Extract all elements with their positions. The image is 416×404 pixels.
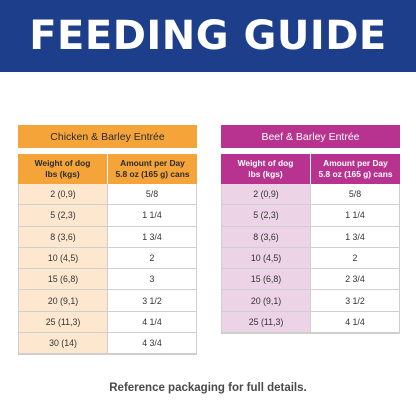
table-row xyxy=(222,205,399,226)
amount-cell: 2 3/4 xyxy=(311,269,399,290)
beef-feeding-table xyxy=(221,125,400,334)
amount-column-header xyxy=(310,154,400,184)
page-title: FEEDING GUIDE xyxy=(29,13,387,59)
table-row xyxy=(222,312,399,333)
amount-cell: 2 xyxy=(108,248,196,269)
table-body xyxy=(18,184,197,355)
table-row xyxy=(19,205,196,226)
amount-cell: 3 1/2 xyxy=(108,290,196,311)
amount-cell: 2 xyxy=(311,248,399,269)
table-row xyxy=(222,184,399,205)
table-row xyxy=(222,248,399,269)
table-title: Beef & Barley Entrée xyxy=(221,125,400,148)
amount-cell: 4 1/4 xyxy=(108,312,196,333)
table-body xyxy=(221,184,400,334)
weight-cell: 15 (6,8) xyxy=(19,269,108,290)
table-row xyxy=(19,248,196,269)
table-header xyxy=(18,154,197,184)
weight-column-header-text: Weight of dog lbs (kgs) xyxy=(237,158,294,179)
amount-cell: 1 1/4 xyxy=(311,205,399,226)
table-row xyxy=(19,290,196,311)
table-row xyxy=(222,269,399,290)
weight-cell: 10 (4,5) xyxy=(19,248,108,269)
weight-cell: 8 (3,6) xyxy=(19,227,108,248)
table-row xyxy=(222,290,399,311)
amount-cell: 1 3/4 xyxy=(108,227,196,248)
amount-cell: 4 1/4 xyxy=(311,312,399,333)
amount-cell: 5/8 xyxy=(108,184,196,205)
weight-cell: 25 (11,3) xyxy=(222,312,311,333)
amount-column-header-text: Amount per Day 5.8 oz (165 g) cans xyxy=(115,158,190,179)
amount-cell: 1 1/4 xyxy=(108,205,196,226)
table-title: Chicken & Barley Entrée xyxy=(18,125,197,148)
header-banner xyxy=(0,0,416,72)
table-row xyxy=(19,312,196,333)
footer-note: Reference packaging for full details. xyxy=(109,382,307,394)
weight-cell: 8 (3,6) xyxy=(222,227,311,248)
weight-cell: 15 (6,8) xyxy=(222,269,311,290)
amount-cell: 5/8 xyxy=(311,184,399,205)
table-row xyxy=(19,184,196,205)
amount-cell: 1 3/4 xyxy=(311,227,399,248)
weight-cell: 2 (0,9) xyxy=(19,184,108,205)
weight-cell: 30 (14) xyxy=(19,333,108,354)
weight-column-header-text: Weight of dog lbs (kgs) xyxy=(34,158,91,179)
table-row xyxy=(19,269,196,290)
table-row xyxy=(222,227,399,248)
weight-cell: 5 (2,3) xyxy=(19,205,108,226)
chicken-feeding-table xyxy=(18,125,197,355)
weight-cell: 2 (0,9) xyxy=(222,184,311,205)
table-row xyxy=(19,227,196,248)
amount-cell: 4 3/4 xyxy=(108,333,196,354)
amount-cell: 3 xyxy=(108,269,196,290)
weight-cell: 25 (11,3) xyxy=(19,312,108,333)
weight-cell: 20 (9,1) xyxy=(19,290,108,311)
weight-cell: 5 (2,3) xyxy=(222,205,311,226)
weight-column-header xyxy=(221,154,310,184)
weight-cell: 20 (9,1) xyxy=(222,290,311,311)
amount-column-header xyxy=(107,154,197,184)
weight-cell: 10 (4,5) xyxy=(222,248,311,269)
table-header xyxy=(221,154,400,184)
weight-column-header xyxy=(18,154,107,184)
table-row xyxy=(19,333,196,354)
amount-column-header-text: Amount per Day 5.8 oz (165 g) cans xyxy=(318,158,393,179)
amount-cell: 3 1/2 xyxy=(311,290,399,311)
